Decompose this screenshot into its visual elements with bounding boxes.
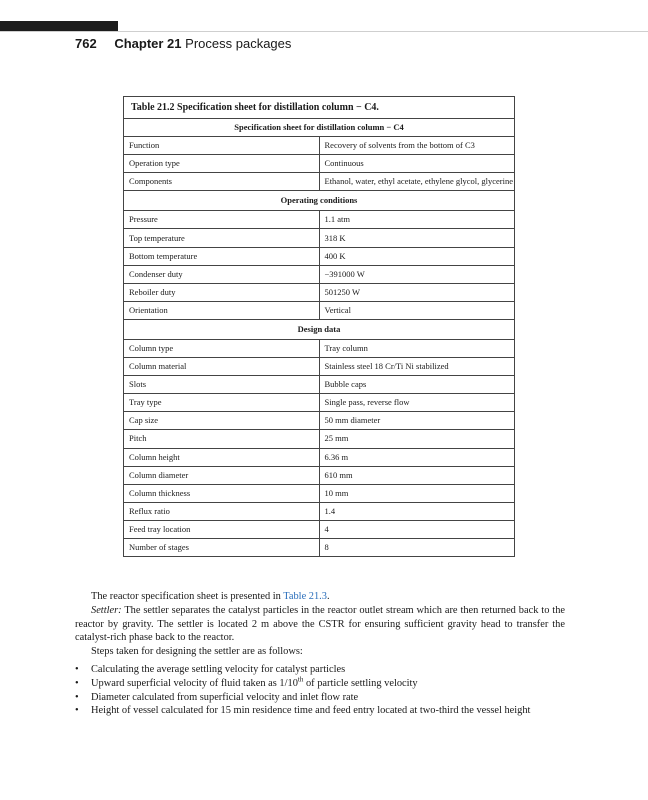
row-value: 501250 W bbox=[319, 283, 515, 301]
row-label: Cap size bbox=[124, 412, 320, 430]
row-value: 25 mm bbox=[319, 430, 515, 448]
table-row bbox=[124, 502, 515, 520]
row-value: −391000 W bbox=[319, 265, 515, 283]
page-number: 762 bbox=[75, 36, 97, 51]
table-row bbox=[124, 173, 515, 191]
table-row bbox=[124, 283, 515, 301]
row-label: Components bbox=[124, 173, 320, 191]
row-label: Number of stages bbox=[124, 538, 320, 556]
paragraph-settler bbox=[75, 604, 565, 645]
table-row bbox=[124, 137, 515, 155]
table-caption-row bbox=[124, 97, 515, 119]
list-item-text: Upward superficial velocity of fluid taken as 1/10 bbox=[91, 677, 298, 689]
steps-list bbox=[75, 663, 565, 718]
row-value: 10 mm bbox=[319, 484, 515, 502]
row-label: Feed tray location bbox=[124, 520, 320, 538]
row-label: Top temperature bbox=[124, 229, 320, 247]
bullet-icon: • bbox=[75, 677, 79, 689]
row-value: Stainless steel 18 Cr/Ti Ni stabilized bbox=[319, 358, 515, 376]
table-row bbox=[124, 229, 515, 247]
table-row bbox=[124, 358, 515, 376]
row-value: 1.4 bbox=[319, 502, 515, 520]
section-heading-design-row bbox=[124, 319, 515, 339]
table-row bbox=[124, 538, 515, 556]
table-row bbox=[124, 466, 515, 484]
row-label: Slots bbox=[124, 376, 320, 394]
settler-label: Settler: bbox=[91, 604, 122, 616]
table-subtitle: Specification sheet for distillation column − C4 bbox=[124, 119, 515, 137]
table-row bbox=[124, 520, 515, 538]
bullet-icon: • bbox=[75, 691, 79, 703]
table-row bbox=[124, 265, 515, 283]
list-item-text: Calculating the average settling velocity for catalyst particles bbox=[91, 663, 346, 675]
table-row bbox=[124, 412, 515, 430]
table-row bbox=[124, 376, 515, 394]
table-row bbox=[124, 448, 515, 466]
list-item bbox=[75, 677, 565, 691]
table-subtitle-row bbox=[124, 119, 515, 137]
running-header bbox=[75, 36, 291, 51]
row-label: Bottom temperature bbox=[124, 247, 320, 265]
section-heading-design: Design data bbox=[124, 319, 515, 339]
row-value: Vertical bbox=[319, 301, 515, 319]
paragraph-reference bbox=[75, 590, 565, 604]
bullet-icon: • bbox=[75, 705, 79, 717]
list-item bbox=[75, 663, 565, 677]
table-row bbox=[124, 430, 515, 448]
row-label: Column material bbox=[124, 358, 320, 376]
row-label: Tray type bbox=[124, 394, 320, 412]
row-value: 8 bbox=[319, 538, 515, 556]
table-row bbox=[124, 394, 515, 412]
section-heading-operating-row bbox=[124, 191, 515, 211]
header-rule bbox=[0, 31, 648, 32]
row-value: Bubble caps bbox=[319, 376, 515, 394]
row-value: Tray column bbox=[319, 339, 515, 357]
row-label: Reflux ratio bbox=[124, 502, 320, 520]
table-row bbox=[124, 301, 515, 319]
row-label: Pitch bbox=[124, 430, 320, 448]
row-label: Column diameter bbox=[124, 466, 320, 484]
paragraph-text: The reactor specification sheet is presented in bbox=[91, 591, 284, 602]
row-label: Pressure bbox=[124, 211, 320, 229]
body-text bbox=[75, 590, 565, 718]
chapter-label: Chapter 21 bbox=[114, 36, 182, 51]
row-label: Operation type bbox=[124, 155, 320, 173]
paragraph-steps-intro: Steps taken for designing the settler are as follows: bbox=[91, 646, 303, 658]
settler-text: The settler separates the catalyst particles in the reactor outlet stream which are then returned back to the reactor by gravity. The settler is located 2 m above the CSTR for ensuring sufficient gravity head to transfer the catalyst-rich phase back to the reactor. bbox=[75, 604, 565, 644]
table-row bbox=[124, 247, 515, 265]
row-value: 50 mm diameter bbox=[319, 412, 515, 430]
paragraph-text: . bbox=[326, 591, 330, 602]
row-label: Column thickness bbox=[124, 484, 320, 502]
table-row bbox=[124, 484, 515, 502]
section-heading-operating: Operating conditions bbox=[124, 191, 515, 211]
spec-table bbox=[123, 96, 515, 557]
superscript: th bbox=[297, 675, 304, 684]
row-value: 4 bbox=[319, 520, 515, 538]
list-item bbox=[75, 704, 565, 718]
table-row bbox=[124, 211, 515, 229]
table-row bbox=[124, 155, 515, 173]
row-value: 400 K bbox=[319, 247, 515, 265]
row-value: 1.1 atm bbox=[319, 211, 515, 229]
table-row bbox=[124, 339, 515, 357]
list-item-text: Diameter calculated from superficial velocity and inlet flow rate bbox=[91, 691, 359, 703]
row-label: Function bbox=[124, 137, 320, 155]
list-item bbox=[75, 691, 565, 705]
chapter-title: Process packages bbox=[185, 36, 292, 51]
list-item-text: of particle settling velocity bbox=[303, 677, 418, 689]
row-value: Ethanol, water, ethyl acetate, ethylene glycol, glycerine bbox=[319, 173, 515, 191]
bullet-icon: • bbox=[75, 663, 79, 675]
row-label: Orientation bbox=[124, 301, 320, 319]
row-value: 318 K bbox=[319, 229, 515, 247]
row-label: Column type bbox=[124, 339, 320, 357]
row-value: 6.36 m bbox=[319, 448, 515, 466]
row-label: Reboiler duty bbox=[124, 283, 320, 301]
row-value: Single pass, reverse flow bbox=[319, 394, 515, 412]
row-value: Continuous bbox=[319, 155, 515, 173]
row-value: 610 mm bbox=[319, 466, 515, 484]
row-label: Column height bbox=[124, 448, 320, 466]
list-item-text: Height of vessel calculated for 15 min residence time and feed entry located at two-third the vessel height bbox=[91, 705, 531, 717]
table-caption: Table 21.2 Specification sheet for distillation column − C4. bbox=[124, 97, 515, 119]
table-link[interactable]: Table 21.3 bbox=[283, 591, 327, 602]
row-label: Condenser duty bbox=[124, 265, 320, 283]
row-value: Recovery of solvents from the bottom of C3 bbox=[319, 137, 515, 155]
